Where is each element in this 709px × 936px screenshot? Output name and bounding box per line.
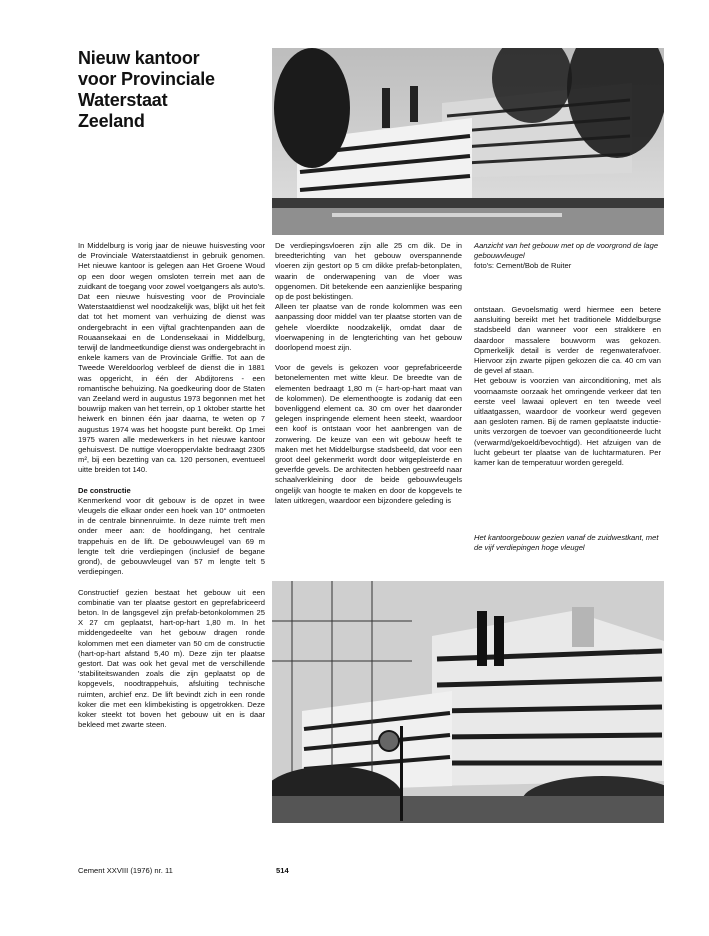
title-line: Waterstaat <box>78 90 168 110</box>
title-line: voor Provinciale <box>78 69 215 89</box>
building-photo-southwest <box>272 581 664 823</box>
caption-text: Aanzicht van het gebouw met op de voorgrond de lage gebouwvleugel <box>474 241 659 261</box>
title-line: Nieuw kantoor <box>78 48 200 68</box>
paragraph: Constructief gezien bestaat het gebouw uit een combinatie van ter plaatse gestort en geprefabriceerd beton. In de langsgevel zijn prefab-betonkolommen 25 X 27 cm geplaatst, hart-op-hart 1,80 m. In het middengedeelte van het gebouw dragen ronde kolommen met een diameter van 50 cm de constructie (hart-op-hart afstand 5,40 m). Deze zijn ter plaatse gestort. Dat was ook het geval met de verschillende 'stabiliteitswanden zoals die zijn geplaatst op de kopgevels, noodtrappehuis, afsluiting technische ruimten, archief enz. De lift bevindt zich in een ronde koker die met een klimbekisting is opgetrokken. Deze koker steekt tot boven het gebouw uit en is daar bekleed met zwarte steen. <box>78 587 265 730</box>
paragraph: Voor de gevels is gekozen voor geprefabriceerde betonelementen met witte kleur. De breedte van de elementen bedraagt 1,80 m (= hart-op-hart maat van de kolommen). De elementhoogte is zodanig dat een bovenliggend element ca. 30 cm over het daaronder gelegen inspringende element heen steekt, waardoor een koof is ontstaan voor het aanbrengen van de zonwering. De keuze van een wit gebouw heeft te maken met het Middelburgse stadsbeeld, dat voor een groot deel gekenmerkt wordt door witgepleisterde en geverfde gevels. De architecten hebben gestreefd naar schaalverkleining door de beide gebouwvleugels ongelijk van hoogte te maken en door de kopgevels te laten uitkregen, waardoor een bijzondere geleding is <box>275 363 462 505</box>
paragraph: Het gebouw is voorzien van airconditioning, met als voornaamste oorzaak het omringende verkeer dat ten eerste veel lawaai oplevert en ten tweede veel uitlaatgassen, waardoor de voorkeur werd gegeven aan gesloten ramen. Bij de ramen geplaatste inductie-units verzorgen de toevoer van geconditioneerde lucht (verwarmd/gekoeld/bevochtigd). Het afzuigen van de lucht gebeurt ter plaatse van de luchtarmaturen. Per kamer kan de temperatuur worden geregeld. <box>474 376 661 468</box>
paragraph: In Middelburg is vorig jaar de nieuwe huisvesting voor de Provinciale Waterstaatdienst in gebruik genomen. Het nieuwe kantoor is gelegen aan Het Groene Woud op een door wegen omsloten terrein met aan de zuidkant de toegang voor zowel voetgangers als auto's. Dat een nieuwe huisvesting voor de Provinciale Waterstaatdienst wel noodzakelijk was, blijkt uit het feit dat tot het moment van verhuizing de dienst was ondergebracht in een vijftal grachtenpanden aan de Rouaansekaai en de Londensekaai in Middelburg, terwijl de landmeetkundige dienst was ondergebracht in enkele kamers van de Provinciale Griffie. Tot aan de Tweede Wereldoorlog verbleef de dienst die in 1881 was opgericht, in één der Abdijtorens - een romantische behuizing. Na goedkeuring door de Staten van Zeeland werd in augustus 1973 begonnen met het bouwrijp maken van het terrein, op 1 oktober startte het heiwerk en binnen één jaar daarna, te weten op 7 augustus 1974 was het hoogste punt bereikt. Op 1mei 1975 waren alle medewerkers in het nieuwe kantoor gehuisvest. De nuttige vloeroppervlakte bedraagt 2305 m², bij een bezetting van ca. 120 personen, eventueel uitte breiden tot 140. <box>78 241 266 475</box>
text-column-2 <box>275 241 462 506</box>
paragraph: Alleen ter plaatse van de ronde kolommen was een aanpassing door middel van ter plaatse storten van de gehele vloerdikte noodzakelijk, omdat daar de vloerwapening in de lengterichting van het gebouw doorlopend moest zijn. <box>275 302 462 353</box>
text-column-3 <box>474 305 661 468</box>
journal-reference: Cement XXVIII (1976) nr. 11 <box>78 866 173 875</box>
building-photo-front <box>272 48 664 235</box>
photo-caption-bottom <box>474 533 661 553</box>
title-line: Zeeland <box>78 111 145 131</box>
page-number: 514 <box>276 866 289 875</box>
article-title <box>78 48 268 132</box>
paragraph: De verdiepingsvloeren zijn alle 25 cm dik. De in breedterichting van het gebouw overspannende vloeren zijn gestort op 5 cm dikke prefab-betonplaten, waarin de onderwapening van de vloer was opgenomen. Dit betekende een aanzienlijke besparing op de post bekistingen. <box>275 241 462 302</box>
text-column-1 <box>78 241 265 730</box>
photo-credit: foto's: Cement/Bob de Ruiter <box>474 261 572 271</box>
caption-text: Het kantoorgebouw gezien vanaf de zuidwestkant, met de vijf verdiepingen hoge vleugel <box>474 533 659 553</box>
section-heading: De constructie <box>78 485 131 495</box>
paragraph: ontstaan. Gevoelsmatig werd hiermee een betere aansluiting bereikt met het traditionele Middelburgse stadsbeeld dan wanneer voor een strakkere en daardoor massalere bouwvorm was gekozen. Opmerkelijk detail is verder de regenwaterafvoer. Hiervoor zijn zwarte pijpen gekozen die ca. 40 cm van de gevel af staan. <box>474 305 661 376</box>
paragraph: Kenmerkend voor dit gebouw is de opzet in twee vleugels die elkaar onder een hoek van 10° ontmoeten in de centrale binnenruimte. In deze ruimte treft men onder meer aan: de hoofdingang, het centrale trappehuis en de lift. De gebouwvleugel van 69 m lengte telt drie verdiepingen (inclusief de begane grond), de gebouwvleugel van 57 m lengte telt 5 verdiepingen. <box>78 495 265 577</box>
photo-caption-top <box>474 241 661 272</box>
